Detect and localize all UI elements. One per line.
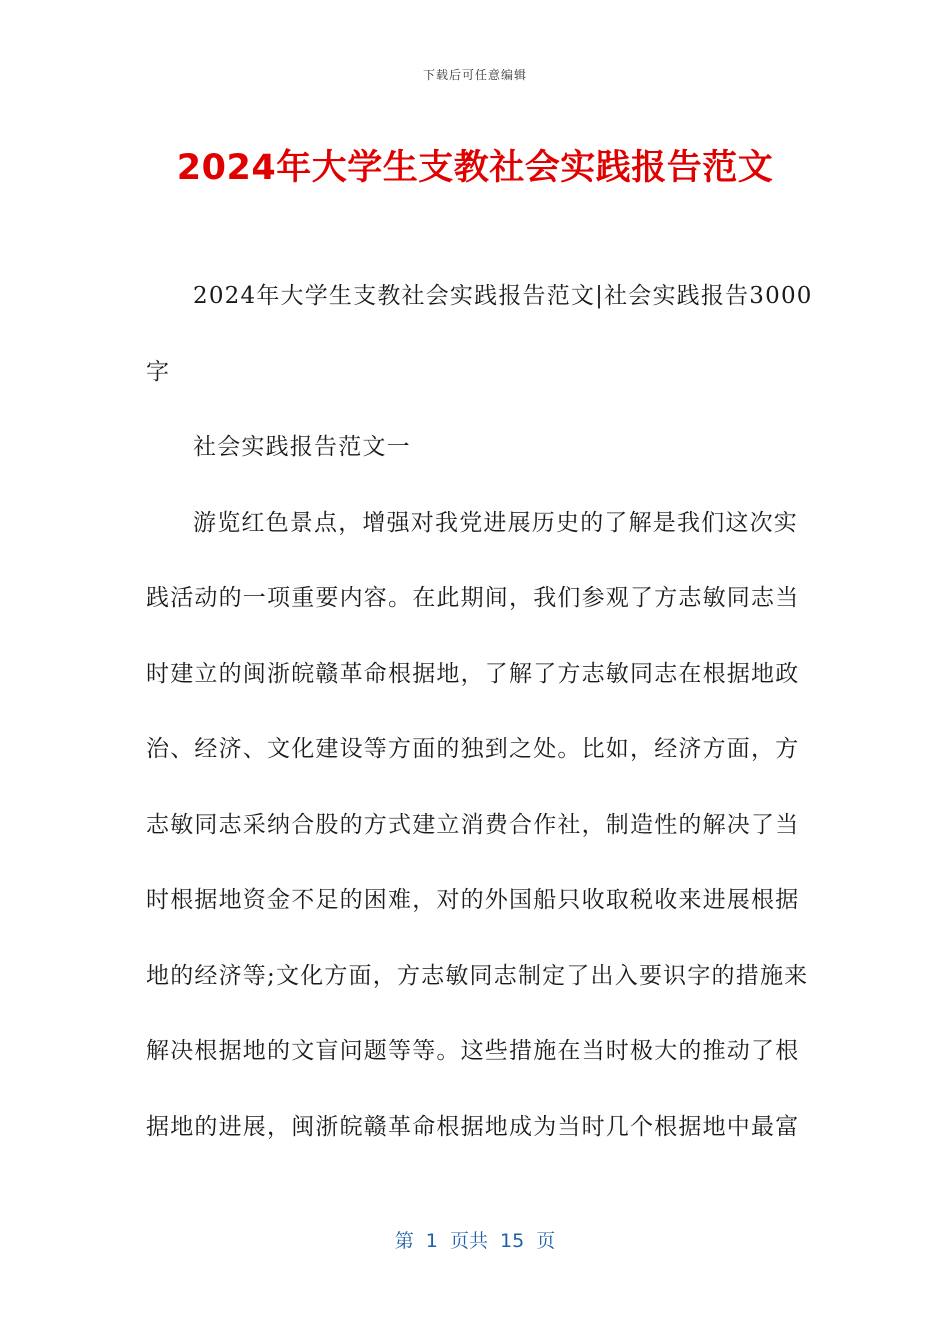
paragraph-line: 2024年大学生支教社会实践报告范文|社会实践报告3000	[193, 283, 813, 309]
page-header-note: 下载后可任意编辑	[422, 68, 527, 82]
paragraph-line: 解决根据地的文盲问题等等。这些措施在当时极大的推动了根	[146, 1038, 800, 1064]
paragraph-line: 游览红色景点，增强对我党进展历史的了解是我们这次实	[193, 509, 798, 536]
document-title: 2024年大学生支教社会实践报告范文	[176, 148, 774, 188]
paragraph-line: 据地的进展，闽浙皖赣革命根据地成为当时几个根据地中最富	[146, 1113, 800, 1140]
paragraph-line: 治、经济、文化建设等方面的独到之处。比如，经济方面，方	[146, 736, 800, 762]
paragraph-line: 时建立的闽浙皖赣革命根据地，了解了方志敏同志在根据地政	[146, 660, 800, 687]
page-number-footer: 第 1 页共 15 页	[394, 1230, 556, 1252]
paragraph-line: 志敏同志采纳合股的方式建立消费合作社，制造性的解决了当	[146, 811, 800, 838]
paragraph-line: 时根据地资金不足的困难，对的外国船只收取税收来进展根据	[146, 887, 800, 913]
paragraph-line: 践活动的一项重要内容。在此期间，我们参观了方志敏同志当	[146, 585, 800, 611]
paragraph-line: 字	[146, 358, 171, 385]
document-body	[146, 270, 813, 1176]
paragraph-line: 地的经济等;文化方面，方志敏同志制定了出入要识字的措施来	[146, 962, 809, 989]
section-heading: 社会实践报告范文一	[193, 434, 411, 460]
